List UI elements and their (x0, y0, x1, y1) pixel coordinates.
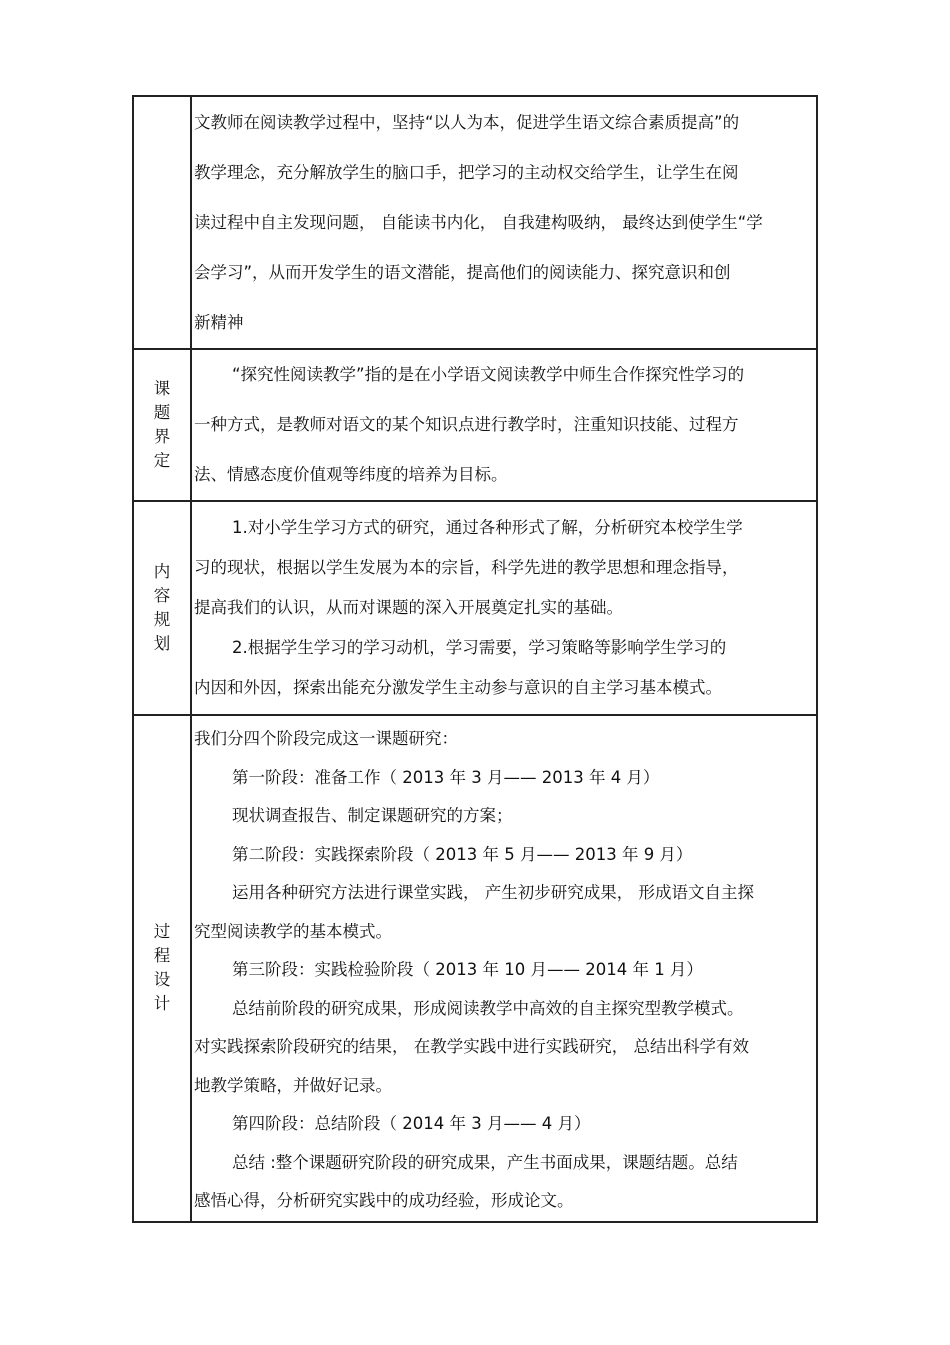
text-line: 运用各种研究方法进行课堂实践， 产生初步研究成果， 形成语文自主探 (232, 883, 754, 902)
text-line: 一种方式，是教师对语文的某个知识点进行教学时，注重知识技能、过程方 (194, 415, 739, 434)
text-line: 我们分四个阶段完成这一课题研究： (194, 729, 458, 748)
section-content-continuation (191, 96, 817, 349)
text-line: 内因和外因，探索出能充分激发学生主动参与意识的自主学习基本模式。 (194, 678, 722, 697)
table-row-content-plan (133, 501, 817, 715)
row-label-content-plan (133, 501, 191, 715)
research-plan-table (132, 95, 818, 1223)
table-row-process-design (133, 715, 817, 1222)
label-char: 题 (153, 403, 171, 422)
text-line: 新精神 (194, 313, 244, 332)
label-char: 计 (153, 994, 171, 1014)
stage-heading: 第二阶段：实践探索阶段（ 2013 年 5 月—— 2013 年 9 月） (232, 844, 693, 864)
label-char: 划 (153, 634, 171, 653)
table-row-topic-definition (133, 349, 817, 501)
row-label-process-design (133, 715, 191, 1222)
stage-heading: 第四阶段：总结阶段（ 2014 年 3 月—— 4 月） (232, 1114, 591, 1133)
label-char: 规 (153, 610, 171, 629)
text-line: 法、情感态度价值观等纬度的培养为目标。 (194, 465, 508, 484)
text-line: 对实践探索阶段研究的结果， 在教学实践中进行实践研究， 总结出科学有效 (194, 1037, 749, 1056)
text-line: 总结 :整个课题研究阶段的研究成果，产生书面成果，课题结题。总结 (232, 1152, 738, 1172)
section-content-content-plan (191, 501, 817, 715)
text-line: “探究性阅读教学”指的是在小学语文阅读教学中师生合作探究性学习的 (232, 365, 745, 384)
row-label-empty (133, 96, 191, 349)
label-char: 程 (153, 946, 171, 966)
text-line: 读过程中自主发现问题， 自能读书内化， 自我建构吸纳， 最终达到使学生“学 (194, 213, 763, 232)
section-content-topic-definition (191, 349, 817, 501)
stage-heading: 第一阶段：准备工作（ 2013 年 3 月—— 2013 年 4 月） (232, 767, 660, 787)
row-label-topic-definition (133, 349, 191, 501)
text-line: 1.对小学生学习方式的研究，通过各种形式了解，分析研究本校学生学 (232, 518, 743, 537)
text-line: 教学理念，充分解放学生的脑口手，把学习的主动权交给学生，让学生在阅 (194, 163, 739, 182)
text-line: 现状调查报告、制定课题研究的方案； (232, 806, 513, 825)
label-char: 过 (153, 922, 171, 942)
text-line: 总结前阶段的研究成果，形成阅读教学中高效的自主探究型教学模式。 (232, 998, 744, 1018)
label-char: 界 (153, 427, 171, 446)
text-line: 习的现状，根据以学生发展为本的宗旨，科学先进的教学思想和理念指导， (194, 558, 739, 577)
text-line: 文教师在阅读教学过程中，坚持“以人为本，促进学生语文综合素质提高”的 (194, 113, 740, 132)
label-char: 容 (153, 586, 171, 605)
text-line: 感悟心得，分析研究实践中的成功经验，形成论文。 (194, 1191, 574, 1210)
label-char: 课 (153, 379, 171, 398)
table-row-continuation (133, 96, 817, 349)
text-line: 提高我们的认识，从而对课题的深入开展奠定扎实的基础。 (194, 598, 623, 617)
label-char: 定 (153, 451, 171, 470)
text-line: 究型阅读教学的基本模式。 (194, 921, 392, 941)
text-line: 2.根据学生学习的学习动机，学习需要，学习策略等影响学生学习的 (232, 638, 727, 657)
text-line: 地教学策略，并做好记录。 (194, 1075, 392, 1095)
text-line: 会学习”，从而开发学生的语文潜能，提高他们的阅读能力、探究意识和创 (194, 263, 731, 282)
label-char: 设 (153, 970, 171, 990)
label-char: 内 (153, 562, 171, 581)
section-content-process-design (191, 715, 817, 1222)
stage-heading: 第三阶段：实践检验阶段（ 2013 年 10 月—— 2014 年 1 月） (232, 960, 703, 979)
